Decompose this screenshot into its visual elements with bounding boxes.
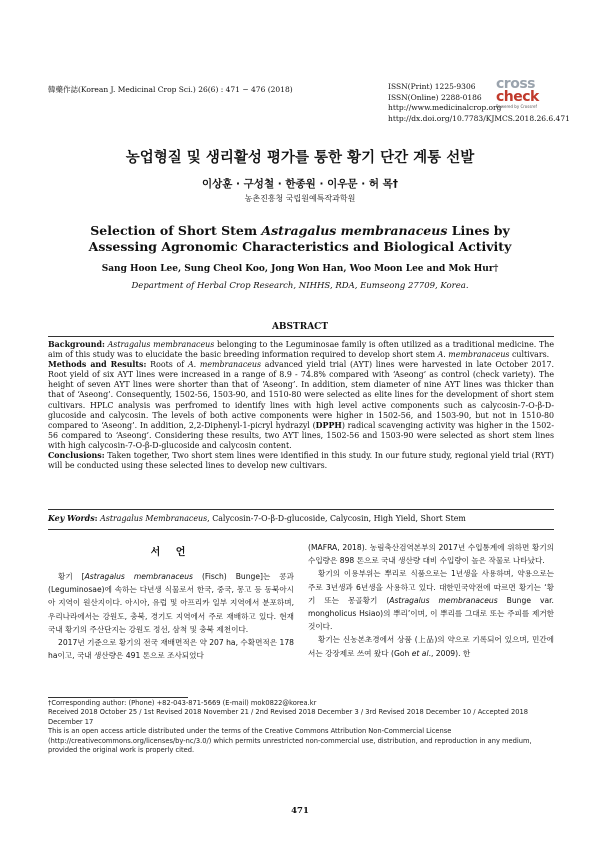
footnotes <box>48 699 554 755</box>
keywords-label: Key Words <box>48 514 95 523</box>
intro-text: 황기 [ <box>58 572 85 581</box>
intro-right-paragraph-2 <box>308 567 554 633</box>
intro-text: ., 2009). 한 <box>428 648 471 658</box>
intro-left-column <box>48 570 294 662</box>
keywords: Key Words: Astragalus Membranaceus, Calycosin-7-O-β-D-glucoside, Calycosin, High Yield, Short Stem <box>48 514 466 523</box>
methods-dpph: DPPH <box>315 420 342 430</box>
conclusions-text: Taken together, Two short stem lines were identified in this study. In our future study, regional yield trial (RYT) will be conducted using these selected lines to develop new cultivars. <box>48 451 554 471</box>
conclusions-label: Conclusions: <box>48 451 105 461</box>
authors-korean: 이상훈 · 구성철 · 한종원 · 이우문 · 허 목† <box>201 178 399 190</box>
intro-text: 황기는 신농본초경에서 상품 (上品)의 약으로 기록되어 있으며, 민간에서는 강장제로 쓰여 왔다 (Goh <box>308 635 554 658</box>
abstract-background <box>48 340 554 360</box>
journal-url[interactable]: http://www.medicinalcrop.org <box>388 103 502 112</box>
issn-online: ISSN(Online) 2288-0186 <box>388 92 482 102</box>
keywords-species: Astragalus Membranaceus <box>100 514 208 523</box>
journal-reference: 韓藥作誌(Korean J. Medicinal Crop Sci.) 26(6) : 471 − 476 (2018) <box>48 85 293 94</box>
intro-etal: et al <box>411 648 429 658</box>
title-english <box>60 223 540 255</box>
intro-right-paragraph-3 <box>308 633 554 659</box>
keywords-text: , Calycosin-7-O-β-D-glucoside, Calycosin, High Yield, Short Stem <box>207 514 466 523</box>
crossmark-word-cross: cross <box>496 76 535 92</box>
corresponding-author: †Corresponding author: (Phone) +82-043-871-5669 (E-mail) mok0822@korea.kr <box>48 699 317 707</box>
doi-link[interactable]: http://dx.doi.org/10.7783/KJMCS.2018.26.6.471 <box>388 113 570 123</box>
keywords-top-rule <box>48 509 554 510</box>
crossmark-subtitle: Powered by Crossref <box>496 104 537 109</box>
title-en-species: Astragalus membranaceus <box>261 223 448 238</box>
page-number: 471 <box>291 806 309 816</box>
crossmark-logo[interactable] <box>496 78 556 114</box>
intro-species: Astragalus membranaceus <box>389 595 498 605</box>
abstract-methods <box>48 360 554 451</box>
affiliation-korean: 농촌진흥청 국립원예특작과학원 <box>244 194 356 203</box>
background-label: Background: <box>48 340 105 349</box>
footnote-rule <box>48 697 188 698</box>
intro-text: (Fisch) Bunge]는 콩과 (Leguminosae)에 속하는 다년생 식물로서 한국, 중국, 몽고 등 동북아시아 지역이 원산지이다. 아시아, 유럽 및 아프리카 일부 지역에서 분포하며, 우리나라에서는 강원도, 충북, 경기도 지역에서 주로 재배하고 있다. 현재 국내 황기의 주산단지는 강원도 정선, 삼척 및 충북 제천이다. <box>48 572 294 634</box>
abstract-top-rule <box>48 336 554 337</box>
intro-right-column <box>308 541 554 660</box>
methods-species: A. membranaceus <box>187 360 262 370</box>
crossmark-word-check: check <box>496 89 539 105</box>
abstract-heading: ABSTRACT <box>271 322 329 332</box>
intro-species: Astragalus membranaceus <box>84 572 193 581</box>
intro-heading: 서 언 <box>150 547 192 558</box>
license-statement: This is an open access article distributed under the terms of the Creative Commons Attribution Non-Commercial License (http://creativecommons.org/licenses/by-nc/3.0/) which permits unrestricted non-commercial use, distribution, and reproduction in any medium, provided the original work is properly cited. <box>48 727 532 755</box>
methods-text2: advanced yield trial (AYT) lines were harvested in late October 2017. Root yield of six AYT lines were increased in a range of 8.9 - 74.8% compared with ‘Aseong’ as control (check variety). The height of seven AYT lines were shorter than that of ‘Aseong’. In addition, stem diameter of nine AYT lines was thicker than that of ‘Aseong’. Consequently, 1502-56, 1503-90, and 1510-80 were selected as elite lines for the development of short stem cultivars. HPLC analysis was perfromed to identify lines with high level active components such as calycosin-7-O-β-D-glucoside and calycosin. The levels of both active components were higher in 1502-56, and 1503-90, but not in 1510-80 compared to ‘Aseong’. In addition, 2,2-Diphenyl-1-picryl hydrazyl ( <box>48 360 555 430</box>
affiliation-english: Department of Herbal Crop Research, NIHHS, RDA, Eumseong 27709, Korea. <box>131 281 469 291</box>
title-en-part2: Lines by Assessing Agronomic Characteristics and Biological Activity <box>88 223 512 254</box>
keywords-bottom-rule <box>48 529 554 530</box>
issn-print: ISSN(Print) 1225-9306 <box>388 82 476 91</box>
background-species: Astragalus membranaceus <box>107 340 215 349</box>
background-text2: cultivars. <box>509 350 550 360</box>
intro-text: 황기의 이용부위는 뿌리로 식품으로는 1년생을 사용하며, 약용으로는 주로 3년생과 6년생을 사용하고 있다. 대한민국약전에 따르면 황기는 ‘황기 또는 몽골황기 ( <box>308 569 554 605</box>
abstract-body <box>48 340 554 471</box>
intro-left-paragraph-2: 2017년 기준으로 황기의 전국 재배면적은 약 207 ha, 수확면적은 178 ha이고, 국내 생산량은 491 톤으로 조사되었다 <box>48 638 294 661</box>
intro-right-paragraph-1: (MAFRA, 2018). 농림축산검역본부의 2017년 수입통계에 위하면 황기의 수입량은 898 톤으로 국내 생산량 대비 수입량이 높은 작물로 나타났다. <box>308 543 554 566</box>
authors-english: Sang Hoon Lee, Sung Cheol Koo, Jong Won Han, Woo Moon Lee and Mok Hur† <box>101 264 499 274</box>
abstract-conclusions <box>48 451 554 471</box>
title-korean: 농업형질 및 생리활성 평가를 통한 황기 단간 계통 선발 <box>125 150 475 166</box>
intro-left-paragraph-1 <box>48 570 294 636</box>
intro-text: Bunge var. mongholicus Hsiao)의 뿌리’이며, 이 뿌리를 그대로 또는 주피를 제거한 것이다. <box>308 595 554 632</box>
methods-label: Methods and Results: <box>48 360 147 370</box>
methods-text1: Roots of <box>146 360 188 370</box>
methods-text3: ) radical scavenging activity was higher in the 1502-56 compared to ‘Aseong’. Considering these results, two AYT lines, 1502-56 and 1503-90 were selected as short stem lines with high calycosin-7-O-β-D-glucoside and calycosin content. <box>48 420 554 450</box>
title-en-part1: Selection of Short Stem <box>90 223 262 238</box>
received-dates: Received 2018 October 25 / 1st Revised 2018 November 21 / 2nd Revised 2018 December 3 / 3rd Revised 2018 December 10 / Accepted 2018 December 17 <box>48 708 528 726</box>
background-species2: A. membranaceus <box>437 350 510 360</box>
background-text1: belonging to the Leguminosae family is often utilized as a traditional medicine. The aim of this study was to elucidate the basic breeding information required to develop short stem <box>48 340 554 360</box>
